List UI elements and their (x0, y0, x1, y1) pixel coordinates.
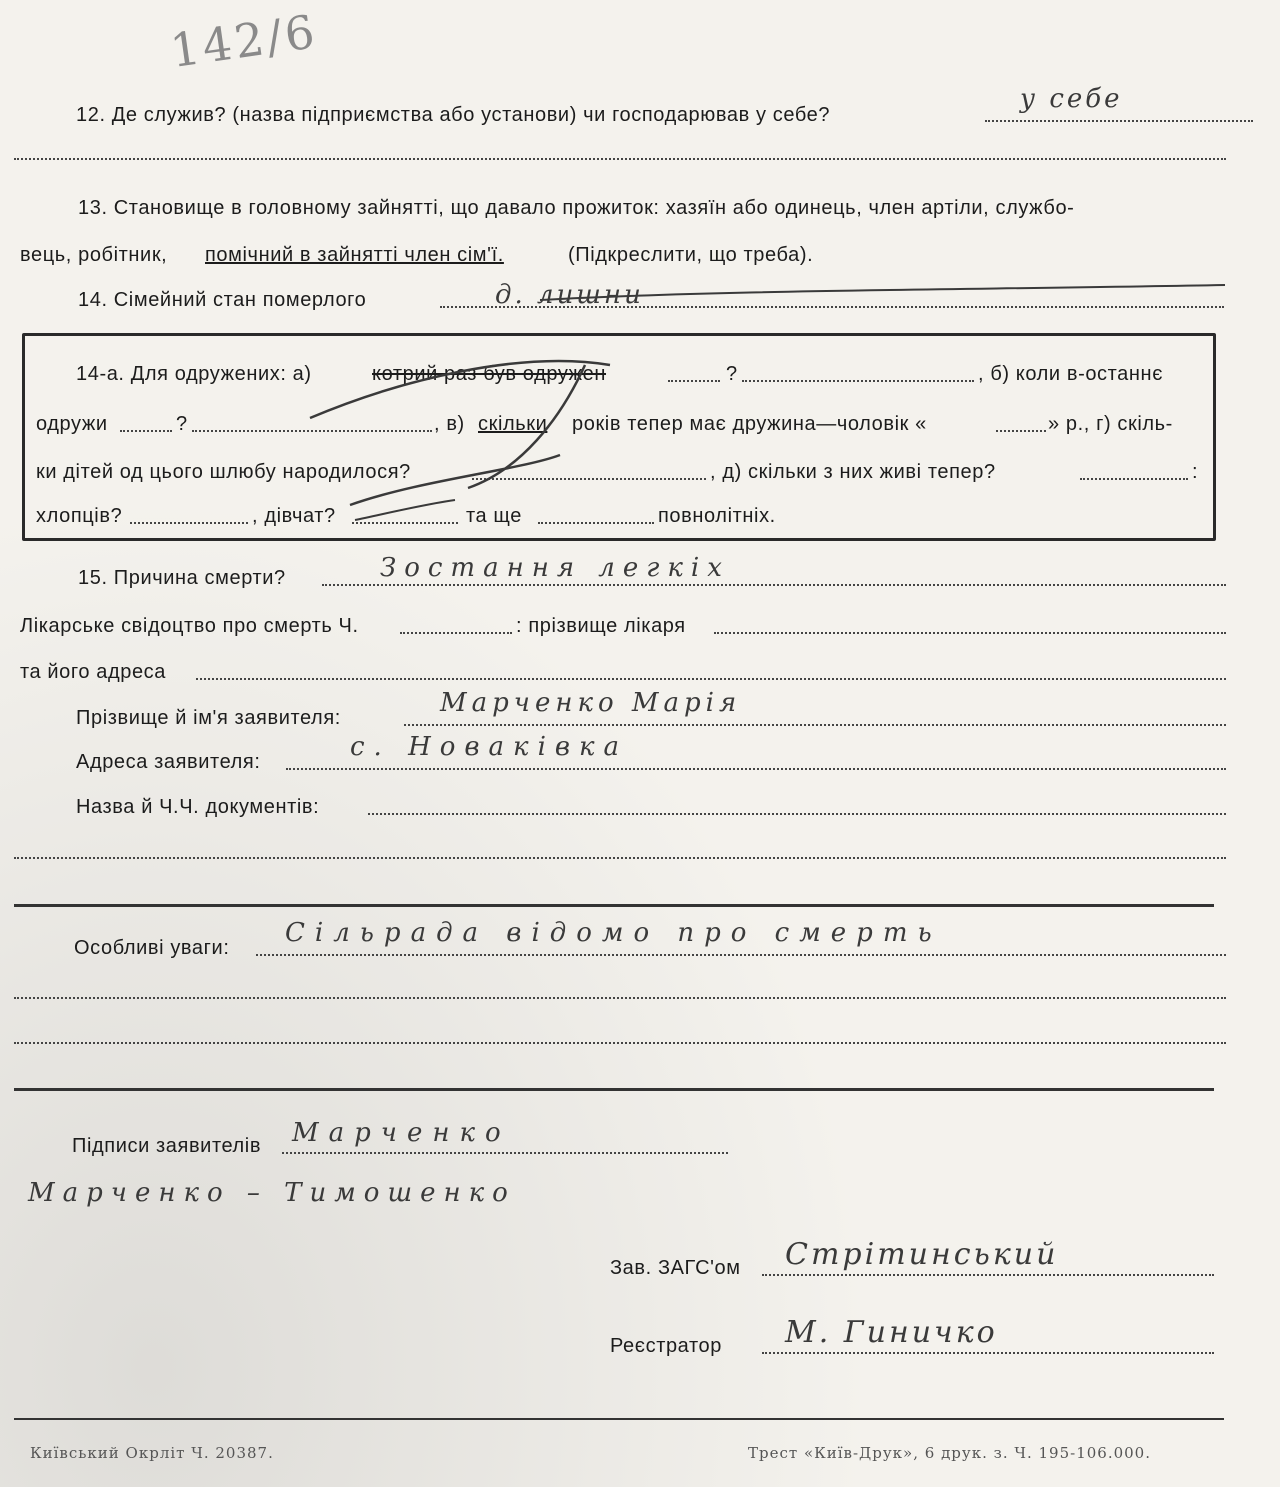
applicant-address-label: Адреса заявителя: (76, 751, 261, 773)
zags-head-dots (762, 1274, 1214, 1276)
zags-head-label: Зав. ЗАГС'ом (610, 1257, 741, 1279)
q14a-l2-b: ? (176, 413, 188, 435)
applicant-name-label: Прізвище й ім'я заявителя: (76, 707, 341, 729)
remarks-dots (256, 954, 1226, 956)
section-divider-2 (14, 1088, 1214, 1091)
q14a-l1-b: котрий раз був одружен (372, 363, 607, 385)
q12-answer: у себе (1020, 84, 1123, 114)
q14a-l4-d: повнолітніх. (658, 505, 776, 527)
section-divider-1 (14, 904, 1214, 907)
doctor-address-dots (196, 678, 1226, 680)
q14a-l2-e: років тепер має дружина—чоловік « (572, 413, 927, 435)
q13-line2c: (Підкреслити, що треба). (568, 244, 814, 266)
archive-number: 142/6 (166, 3, 321, 79)
remarks-dots-2 (14, 997, 1226, 999)
q14a-l1-c: ? (726, 363, 738, 385)
q13-line2a: вець, робітник, (20, 244, 168, 266)
documents-dots (368, 813, 1226, 815)
doctor-surname-label: : прізвище лікаря (516, 615, 686, 637)
medical-certificate-dots (400, 632, 512, 634)
q13-line2b: помічний в зайнятті член сім'ї. (205, 244, 504, 266)
doctor-surname-dots (714, 632, 1226, 634)
q14a-l4-b: , дівчат? (252, 505, 336, 527)
q14a-l1-a: 14-а. Для одружених: а) (76, 363, 312, 385)
medical-certificate-label: Лікарське свідоцтво про смерть Ч. (20, 615, 359, 637)
q14-label: 14. Сімейний стан померлого (78, 289, 367, 311)
q14a-l2-a: одружи (36, 413, 108, 435)
zags-head-signature: Стрітинський (785, 1237, 1059, 1272)
signature-line2: Марченко – Тимошенко (28, 1178, 516, 1208)
q15-label: 15. Причина смерти? (78, 567, 286, 589)
q14a-l1-d: , б) коли в-останнє (978, 363, 1164, 385)
registrar-label: Реєстратор (610, 1335, 722, 1357)
doctor-address-label: та його адреса (20, 661, 167, 683)
remarks-dots-3 (14, 1042, 1226, 1044)
q14-answer: д. лишни (495, 280, 644, 310)
signatures-label: Підписи заявителів (72, 1135, 262, 1157)
registrar-signature: М. Гиничко (785, 1315, 998, 1350)
remarks-answer: Сільрада відомо про смерть (285, 918, 942, 948)
q14a-l3-a: ки дітей од цього шлюбу народилося? (36, 461, 411, 483)
signature-line1: Марченко (292, 1118, 511, 1148)
q15-answer-line (322, 584, 1226, 586)
signatures-dots (282, 1152, 728, 1154)
applicant-name-dots (404, 724, 1226, 726)
documents-dots-2 (14, 857, 1226, 859)
footer-divider (14, 1418, 1224, 1420)
q12-label: 12. Де служив? (назва підприємства або установи) чи господарював у себе? (76, 104, 831, 126)
q14a-l4-a: хлопців? (36, 505, 123, 527)
q14a-l2-d: скільки (478, 413, 548, 435)
q14a-l2-f: » р., г) скіль- (1048, 413, 1173, 435)
remarks-label: Особливі уваги: (74, 937, 230, 959)
q14a-l3-c: : (1192, 461, 1199, 483)
q14a-l3-b: , д) скільки з них живі тепер? (710, 461, 996, 483)
registrar-dots (762, 1352, 1214, 1354)
applicant-address-dots (286, 768, 1226, 770)
footer-right: Трест «Київ-Друк», 6 друк. з. Ч. 195-106.000. (748, 1444, 1151, 1462)
applicant-address-answer: с. Новаківка (350, 732, 629, 762)
q13-line1: 13. Становище в головному зайнятті, що давало прожиток: хазяїн або одинець, член артіли, службо- (78, 197, 1075, 219)
footer-left: Київський Окрліт Ч. 20387. (30, 1444, 274, 1462)
applicant-name-answer: Марченко Марія (440, 688, 742, 718)
documents-label: Назва й Ч.Ч. документів: (76, 796, 320, 818)
q15-answer: Зостання легкіх (380, 553, 730, 583)
q14a-l2-c: , в) (434, 413, 465, 435)
q14a-l4-c: та ще (466, 505, 522, 527)
